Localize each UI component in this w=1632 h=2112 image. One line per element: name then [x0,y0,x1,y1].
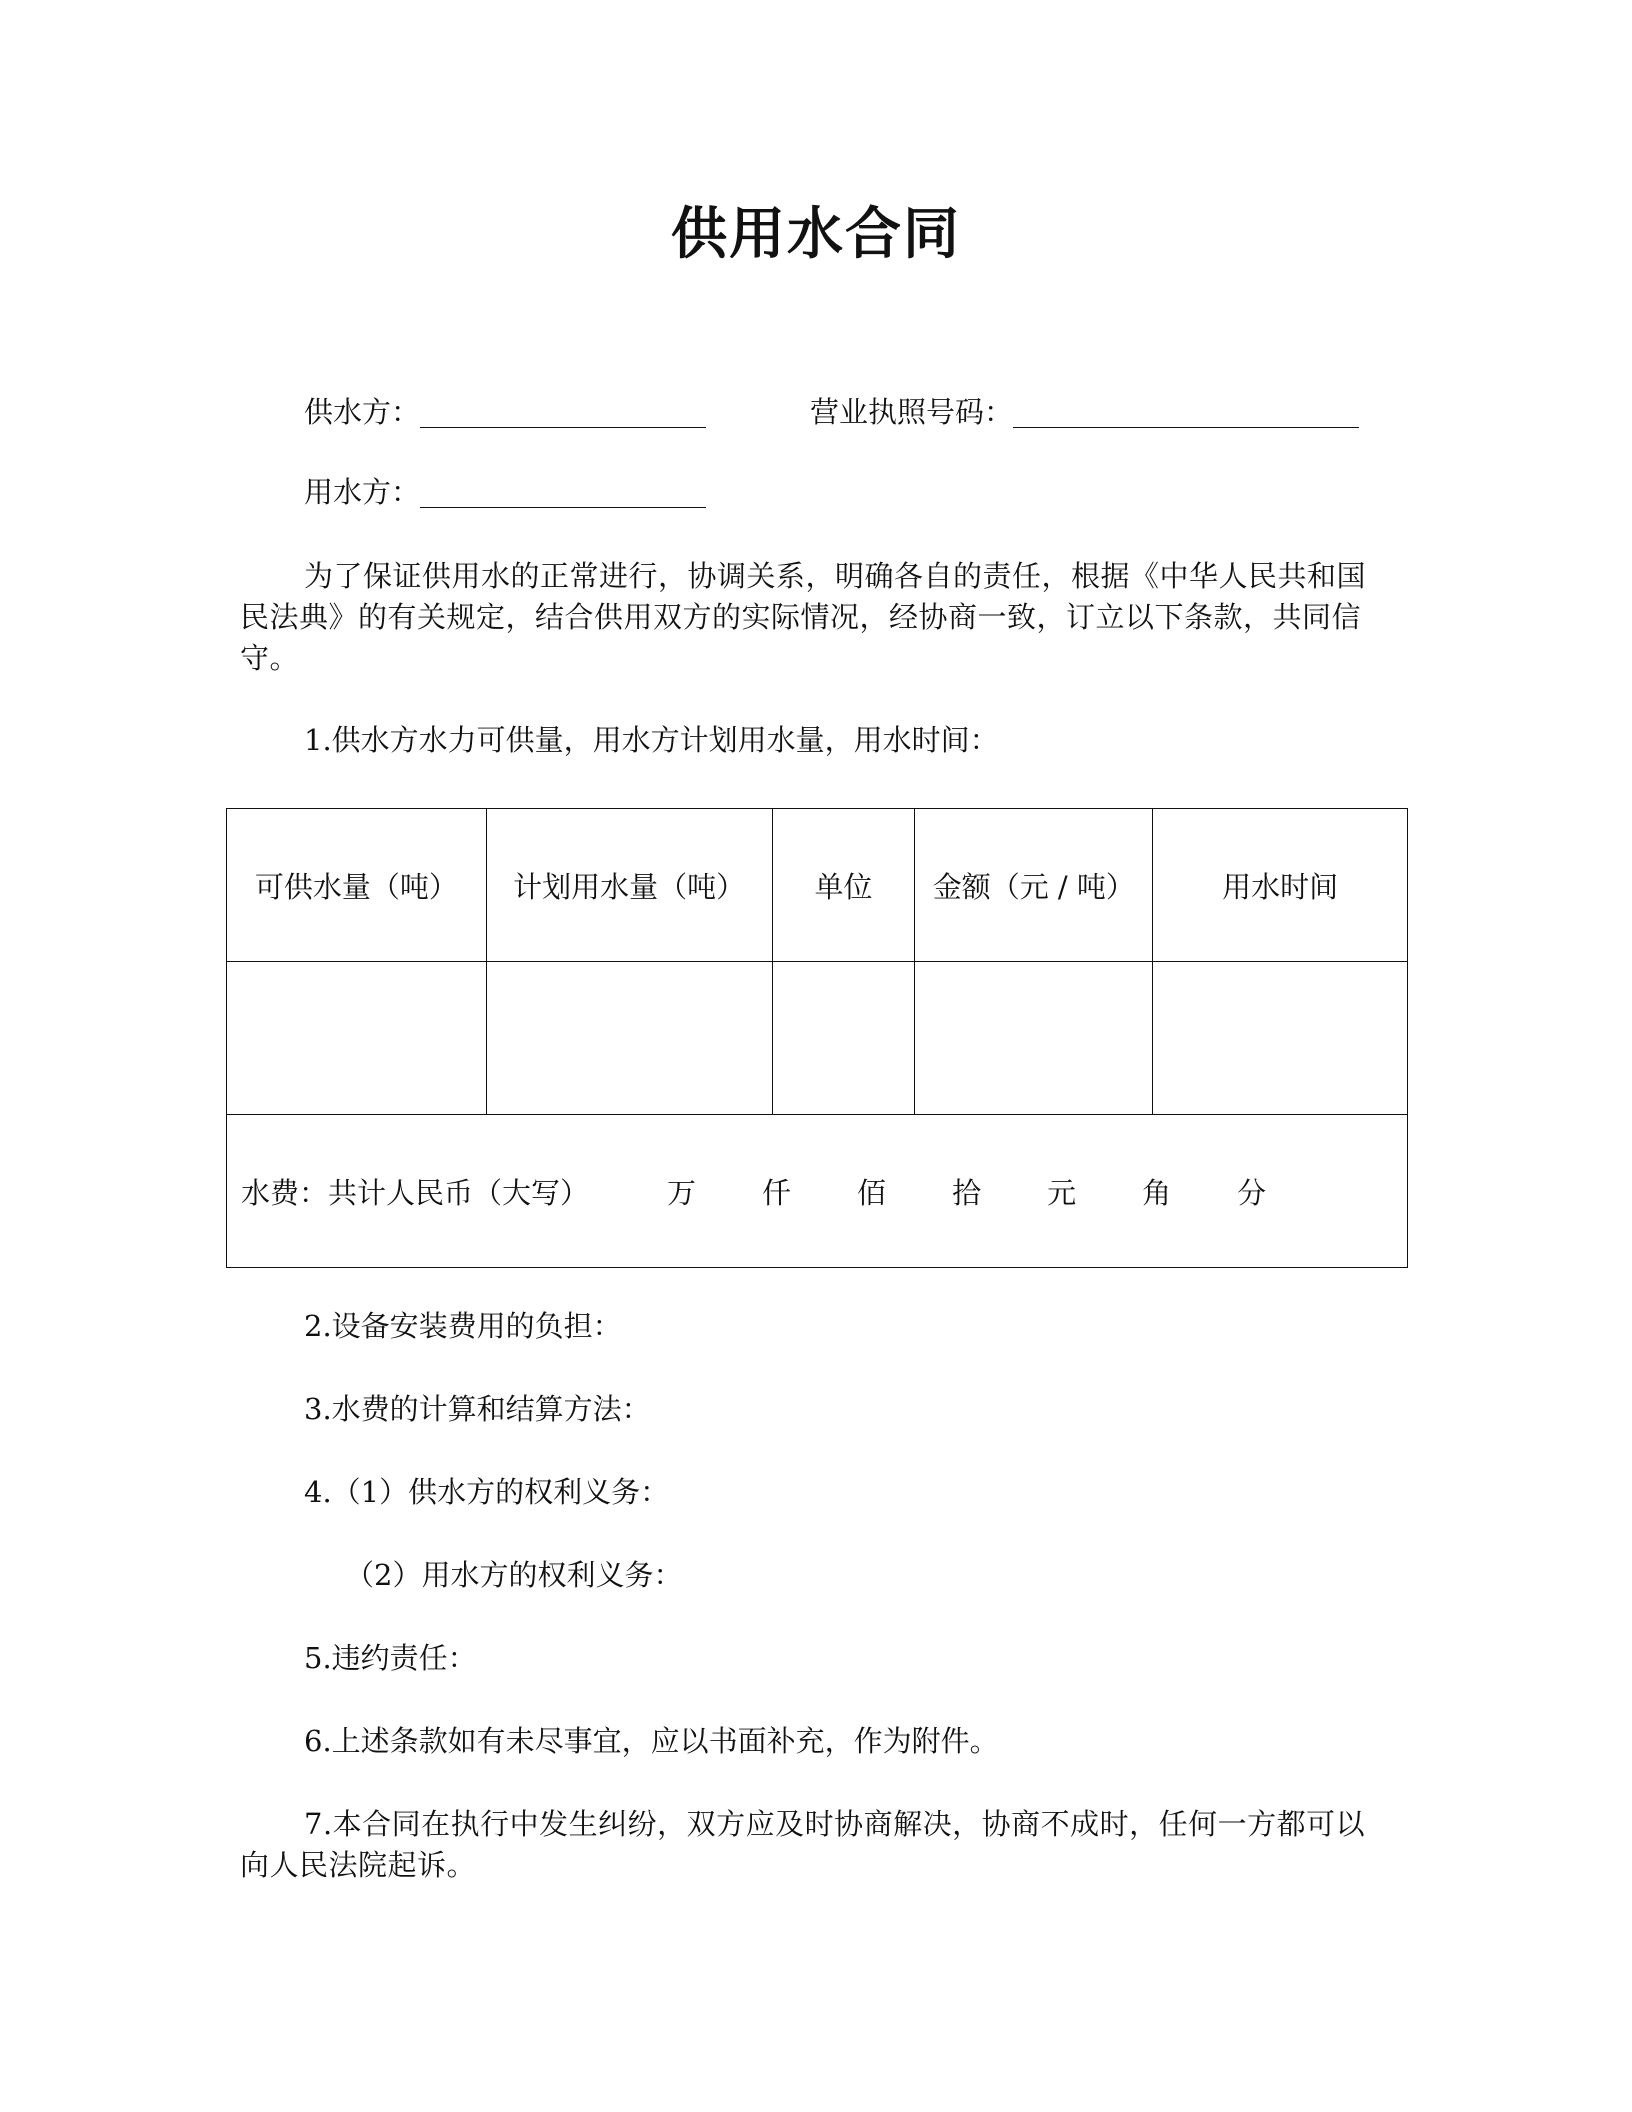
clause-6: 6.上述条款如有未尽事宜，应以书面补充，作为附件。 [304,1724,999,1758]
clause-3: 3.水费的计算和结算方法： [304,1392,651,1426]
water-supply-table [226,808,1408,1268]
cell-amount[interactable] [915,962,1153,1115]
clause-7: 7.本合同在执行中发生纠纷，双方应及时协商解决，协商不成时，任何一方都可以向人民法院起诉。 [240,1807,1366,1882]
fee-unit-yuan: 元 [1047,1175,1077,1210]
cell-usage-time[interactable] [1153,962,1408,1115]
license-label: 营业执照号码： [810,395,1014,429]
header-usage-time: 用水时间 [1153,809,1408,962]
clause-5: 5.违约责任： [304,1641,477,1675]
fee-unit-shi: 拾 [952,1175,982,1210]
supplier-line [304,392,706,432]
user-line [304,472,706,512]
user-label: 用水方： [304,475,421,509]
fee-unit-bai: 佰 [857,1175,887,1210]
header-supply-volume: 可供水量（吨） [227,809,487,962]
table-row [227,962,1408,1115]
header-planned-volume: 计划用水量（吨） [486,809,772,962]
table-header-row [227,809,1408,962]
fee-unit-wan: 万 [667,1175,697,1210]
clause-4-2: （2）用水方的权利义务： [345,1558,683,1592]
fee-unit-qian: 仟 [762,1175,792,1210]
clause-1: 1.供水方水力可供量，用水方计划用水量，用水时间： [304,723,999,757]
clause-4-1: 4.（1）供水方的权利义务： [304,1475,670,1509]
license-blank[interactable] [1013,397,1359,428]
fee-unit-jiao: 角 [1142,1175,1172,1210]
supplier-label: 供水方： [304,395,421,429]
cell-unit[interactable] [772,962,915,1115]
clause-2: 2.设备安装费用的负担： [304,1309,622,1343]
license-line [810,392,1359,432]
header-unit: 单位 [772,809,915,962]
user-blank[interactable] [420,477,706,508]
cell-supply-volume[interactable] [227,962,487,1115]
intro-paragraph: 为了保证供用水的正常进行，协调关系，明确各自的责任，根据《中华人民共和国民法典》的有关规定，结合供用双方的实际情况，经协商一致，订立以下条款，共同信守。 [240,559,1367,675]
cell-planned-volume[interactable] [486,962,772,1115]
fee-cell[interactable] [227,1115,1408,1268]
header-amount: 金额（元 / 吨） [915,809,1153,962]
fee-label: 水费：共计人民币（大写） [241,1175,590,1210]
supplier-blank[interactable] [420,397,706,428]
document-title: 供用水合同 [671,202,961,267]
fee-row [227,1115,1408,1268]
fee-unit-fen: 分 [1237,1175,1267,1210]
